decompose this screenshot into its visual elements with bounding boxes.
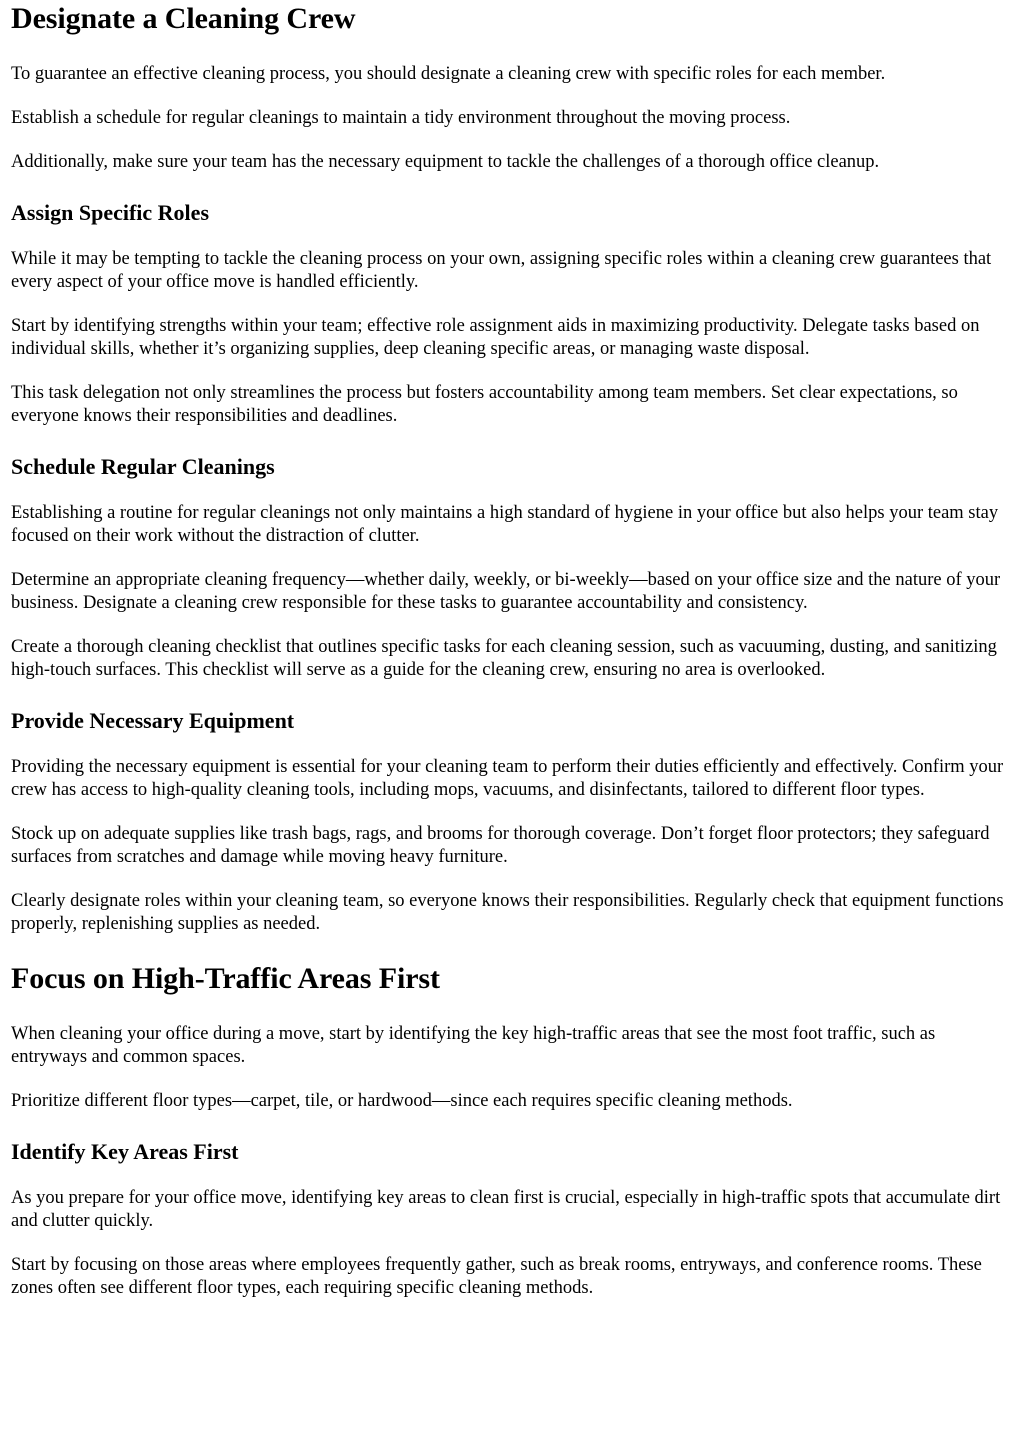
paragraph: Providing the necessary equipment is essential for your cleaning team to perform their duties efficiently and effectively. Confirm your crew has access to high-quality cleaning tools, including mops, vacuums, and disinfectants, tailored to different floor types. (11, 757, 1004, 800)
paragraph: Establishing a routine for regular cleanings not only maintains a high standard of hygiene in your office but also helps your team stay focused on their work without the distraction of clutter. (11, 503, 999, 546)
subsection-heading: Schedule Regular Cleanings (11, 454, 275, 479)
paragraph: Determine an appropriate cleaning frequency—whether daily, weekly, or bi-weekly—based on your office size and the nature of your business. Designate a cleaning crew responsible for these tasks to guarantee accountability and consistency. (11, 570, 1001, 613)
paragraph: Start by focusing on those areas where employees frequently gather, such as break rooms, entryways, and conference rooms. These zones often see different floor types, each requiring specific cleaning methods. (11, 1255, 982, 1298)
article (0, 2, 1024, 1300)
paragraph: Clearly designate roles within your cleaning team, so everyone knows their responsibilities. Regularly check that equipment functions properly, replenishing supplies as needed. (11, 891, 1004, 934)
section-heading: Focus on High-Traffic Areas First (11, 962, 440, 995)
paragraph: Establish a schedule for regular cleanings to maintain a tidy environment throughout the moving process. (11, 108, 791, 128)
paragraph: Start by identifying strengths within your team; effective role assignment aids in maximizing productivity. Delegate tasks based on individual skills, whether it’s organizing supplies, deep cleaning specific areas, or managing waste disposal. (11, 316, 980, 359)
paragraph: While it may be tempting to tackle the cleaning process on your own, assigning specific roles within a cleaning crew guarantees that every aspect of your office move is handled efficiently. (11, 249, 992, 292)
paragraph: This task delegation not only streamlines the process but fosters accountability among team members. Set clear expectations, so everyone knows their responsibilities and deadlines. (11, 383, 958, 426)
paragraph: Stock up on adequate supplies like trash bags, rags, and brooms for thorough coverage. Don’t forget floor protectors; they safeguard surfaces from scratches and damage while moving heavy furniture. (11, 824, 990, 867)
paragraph: Create a thorough cleaning checklist that outlines specific tasks for each cleaning session, such as vacuuming, dusting, and sanitizing high-touch surfaces. This checklist will serve as a guide for the cleaning crew, ensuring no area is overlooked. (11, 637, 997, 680)
subsection-heading: Assign Specific Roles (11, 200, 209, 225)
section-heading: Designate a Cleaning Crew (11, 2, 356, 35)
paragraph: To guarantee an effective cleaning process, you should designate a cleaning crew with specific roles for each member. (11, 64, 886, 84)
paragraph: Additionally, make sure your team has the necessary equipment to tackle the challenges of a thorough office cleanup. (11, 152, 880, 172)
paragraph: Prioritize different floor types—carpet, tile, or hardwood—since each requires specific cleaning methods. (11, 1091, 793, 1111)
subsection-heading: Identify Key Areas First (11, 1139, 239, 1164)
paragraph: As you prepare for your office move, identifying key areas to clean first is crucial, especially in high-traffic spots that accumulate dirt and clutter quickly. (11, 1188, 1001, 1231)
subsection-heading: Provide Necessary Equipment (11, 708, 295, 733)
paragraph: When cleaning your office during a move, start by identifying the key high-traffic areas that see the most foot traffic, such as entryways and common spaces. (11, 1024, 936, 1067)
